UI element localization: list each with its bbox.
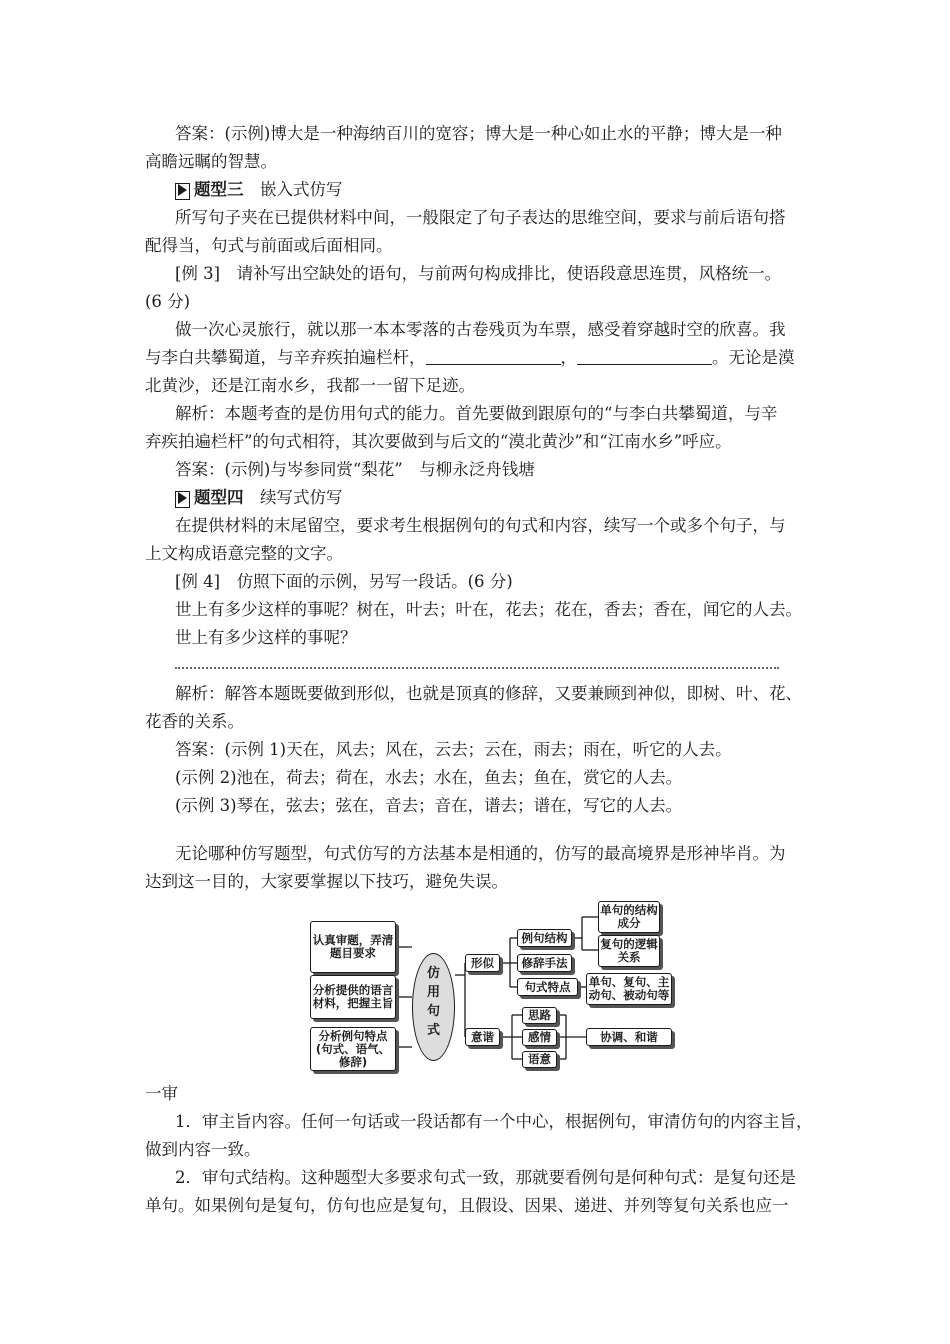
box-yuyi: 语意 <box>522 1051 557 1068</box>
answer-example-2-cont: 高瞻远瞩的智慧。 <box>145 152 277 171</box>
example-3-prompt: [例 3] 请补写出空缺处的语句，与前两句构成排比，使语段意思连贯，风格统一。 <box>175 264 782 283</box>
answer-3: 答案：(示例)与岑参同赏“梨花” 与柳永泛舟钱塘 <box>175 460 535 479</box>
example-4-sample: 世上有多少这样的事呢？树在，叶去；叶在，花去；花在，香去；香在，闻它的人去。 <box>175 600 802 619</box>
play-triangle-icon <box>175 183 190 200</box>
summary-paragraph-cont: 达到这一目的，大家要掌握以下技巧，避免失误。 <box>145 872 508 891</box>
point-1-cont: 做到内容一致。 <box>145 1140 261 1159</box>
answer-4-2: (示例 2)池在，荷去；荷在，水去；水在，鱼去；鱼在，赏它的人去。 <box>175 768 683 787</box>
paragraph: 所写句子夹在已提供材料中间，一般限定了句子表达的思维空间，要求与前后语句搭 <box>175 208 786 227</box>
example-3-passage-end: 北黄沙，还是江南水乡，我都一一留下足迹。 <box>145 376 475 395</box>
paragraph: 上文构成语意完整的文字。 <box>145 544 343 563</box>
box-sentence-structure: 例句结构 <box>517 929 572 947</box>
box-silu: 思路 <box>522 1007 557 1024</box>
play-triangle-icon <box>175 491 190 508</box>
example-3-passage: 做一次心灵旅行，就以那一本本零落的古卷残页为车票，感受着穿越时空的欣喜。我 <box>175 320 786 339</box>
box-sentence-features: 句式特点 <box>517 978 578 996</box>
center-node: 仿 用 句 式 <box>412 953 455 1061</box>
subheading-yishen: 一审 <box>145 1084 178 1103</box>
example-3-passage-blanks: 与李白共攀蜀道，与辛弃疾拍遍栏杆， ， 。无论是漠 <box>145 348 795 367</box>
fill-blank-1 <box>426 348 561 365</box>
box-simple-sentence: 单句的结构成分 <box>598 901 660 933</box>
summary-paragraph: 无论哪种仿写题型，句式仿写的方法基本是相通的，仿写的最高境界是形神毕肖。为 <box>175 844 786 863</box>
point-2: 2．审句式结构。这种题型大多要求句式一致，那就要看例句是何种句式：是复句还是 <box>175 1168 796 1187</box>
box-analyze-example: 分析例句特点(句式、语气、修辞) <box>310 1027 396 1071</box>
section-heading-3: 题型三 嵌入式仿写 <box>175 179 343 201</box>
analysis-3: 解析：本题考查的是仿用句式的能力。首先要做到跟原句的“与李白共攀蜀道，与辛 <box>175 404 778 423</box>
point-2-cont: 单句。如果例句是复句，仿句也应是复句，且假设、因果、递进、并列等复句关系也应一 <box>145 1196 789 1215</box>
imitation-method-diagram <box>300 895 680 1080</box>
answer-example-2: 答案：(示例)博大是一种海纳百川的宽容；博大是一种心如止水的平静；博大是一种 <box>175 124 782 143</box>
analysis-4: 解析：解答本题既要做到形似，也就是顶真的修辞，又要兼顾到神似，即树、叶、花、 <box>175 684 802 703</box>
answer-4-1: 答案：(示例 1)天在，风去；风在，云去；云在，雨去；雨在，听它的人去。 <box>175 740 732 759</box>
box-complex-sentence: 复句的逻辑关系 <box>598 935 660 967</box>
box-xingsi: 形似 <box>465 954 500 972</box>
analysis-4-cont: 花香的关系。 <box>145 712 244 731</box>
paragraph: 配得当，句式与前面或后面相同。 <box>145 236 393 255</box>
box-harmony: 协调、和谐 <box>586 1028 672 1046</box>
box-rhetoric: 修辞手法 <box>517 954 572 972</box>
section-heading-4: 题型四 续写式仿写 <box>175 487 343 509</box>
example-3-score: (6 分) <box>145 292 191 311</box>
fill-blank-2 <box>577 348 712 365</box>
answer-dotted-line <box>175 667 779 669</box>
box-yixie: 意谐 <box>465 1028 500 1046</box>
answer-4-3: (示例 3)琴在，弦去；弦在，音去；音在，谱去；谱在，写它的人去。 <box>175 796 683 815</box>
box-ganqing: 感情 <box>522 1029 557 1046</box>
analysis-3-cont: 弃疾拍遍栏杆”的句式相符，其次要做到与后文的“漠北黄沙”和“江南水乡”呼应。 <box>145 432 732 451</box>
example-4-sample-2: 世上有多少这样的事呢？ <box>175 628 357 647</box>
point-1: 1．审主旨内容。任何一句话或一段话都有一个中心，根据例句，审清仿句的内容主旨， <box>175 1112 813 1131</box>
example-4-prompt: [例 4] 仿照下面的示例，另写一段话。(6 分) <box>175 572 513 591</box>
paragraph: 在提供材料的末尾留空，要求考生根据例句的句式和内容，续写一个或多个句子，与 <box>175 516 786 535</box>
box-sentence-types: 单句、复句、主动句、被动句等 <box>586 973 672 1005</box>
box-read-question: 认真审题，弄清题目要求 <box>310 921 396 973</box>
box-analyze-material: 分析提供的语言材料，把握主旨 <box>310 975 396 1019</box>
